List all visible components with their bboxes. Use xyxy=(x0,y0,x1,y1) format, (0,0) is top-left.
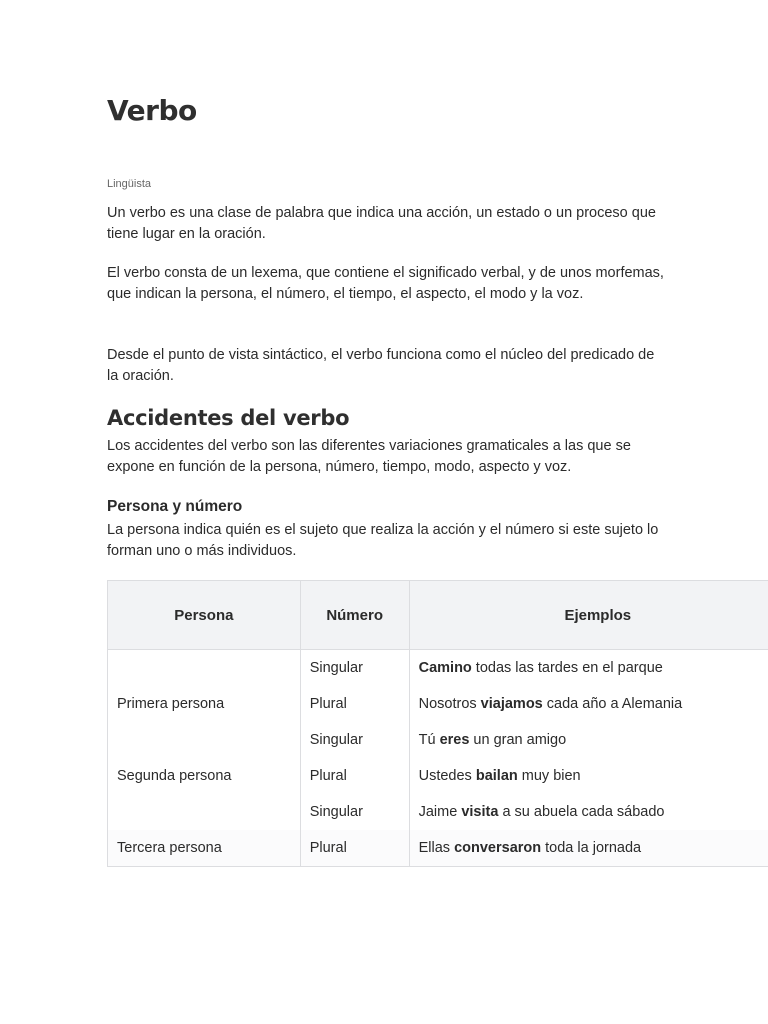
header-persona: Persona xyxy=(108,581,301,650)
page-title: Verbo xyxy=(107,94,197,127)
table-row xyxy=(108,758,768,794)
ejemplo-pre: Ustedes xyxy=(418,768,476,784)
ejemplo-cell xyxy=(409,830,768,867)
ejemplo-post: a su abuela cada sábado xyxy=(498,804,665,820)
ejemplo-cell xyxy=(409,758,768,794)
ejemplo-post: toda la jornada xyxy=(541,840,642,856)
table-header-row xyxy=(108,581,768,650)
persona-cell: Primera persona xyxy=(108,686,301,722)
category-label: Lingüista xyxy=(107,178,152,190)
table-row xyxy=(108,722,768,758)
numero-cell: Plural xyxy=(300,758,409,794)
persona-cell xyxy=(108,650,301,687)
ejemplo-post: cada año a Alemania xyxy=(542,696,683,712)
intro-paragraph-1: Un verbo es una clase de palabra que indica una acción, un estado o un proceso que tiene lugar en la oración. xyxy=(107,205,656,242)
ejemplo-verb: viajamos xyxy=(480,696,543,712)
subsection-paragraph: La persona indica quién es el sujeto que realiza la acción y el número si este sujeto lo forman uno o más individuos. xyxy=(107,522,659,559)
section-heading: Accidentes del verbo xyxy=(107,406,350,430)
subsection-heading: Persona y número xyxy=(107,498,243,515)
persona-cell xyxy=(108,794,301,830)
numero-cell: Singular xyxy=(300,794,409,830)
persona-cell: Tercera persona xyxy=(108,830,301,867)
section-paragraph: Los accidentes del verbo son las diferentes variaciones gramaticales a las que se expone en función de la persona, número, tiempo, modo, aspecto y voz. xyxy=(107,438,631,475)
numero-cell: Singular xyxy=(300,650,409,687)
intro-paragraph-3: Desde el punto de vista sintáctico, el verbo funciona como el núcleo del predicado de la oración. xyxy=(107,347,655,384)
ejemplo-verb: conversaron xyxy=(454,840,542,856)
ejemplo-post: todas las tardes en el parque xyxy=(471,660,663,676)
ejemplo-verb: visita xyxy=(461,804,499,820)
conjugation-table xyxy=(107,580,768,867)
header-numero: Número xyxy=(300,581,409,650)
ejemplo-cell xyxy=(409,722,768,758)
table-row xyxy=(108,794,768,830)
ejemplo-post: un gran amigo xyxy=(469,732,567,748)
table-row xyxy=(108,830,768,867)
ejemplo-post: muy bien xyxy=(517,768,581,784)
ejemplo-pre: Nosotros xyxy=(418,696,481,712)
ejemplo-verb: eres xyxy=(439,732,470,748)
header-ejemplos: Ejemplos xyxy=(409,581,768,650)
ejemplo-pre: Jaime xyxy=(418,804,462,820)
ejemplo-cell xyxy=(409,686,768,722)
ejemplo-cell xyxy=(409,794,768,830)
ejemplo-verb: bailan xyxy=(475,768,518,784)
ejemplo-pre: Ellas xyxy=(418,840,455,856)
table-row xyxy=(108,686,768,722)
persona-cell: Segunda persona xyxy=(108,758,301,794)
numero-cell: Plural xyxy=(300,830,409,867)
ejemplo-pre: Tú xyxy=(418,732,440,748)
table-row xyxy=(108,650,768,687)
numero-cell: Plural xyxy=(300,686,409,722)
ejemplo-cell xyxy=(409,650,768,687)
intro-paragraph-2: El verbo consta de un lexema, que contiene el significado verbal, y de unos morfemas, que indican la persona, el número, el tiempo, el aspecto, el modo y la voz. xyxy=(107,265,664,302)
ejemplo-verb: Camino xyxy=(418,660,472,676)
numero-cell: Singular xyxy=(300,722,409,758)
persona-cell xyxy=(108,722,301,758)
